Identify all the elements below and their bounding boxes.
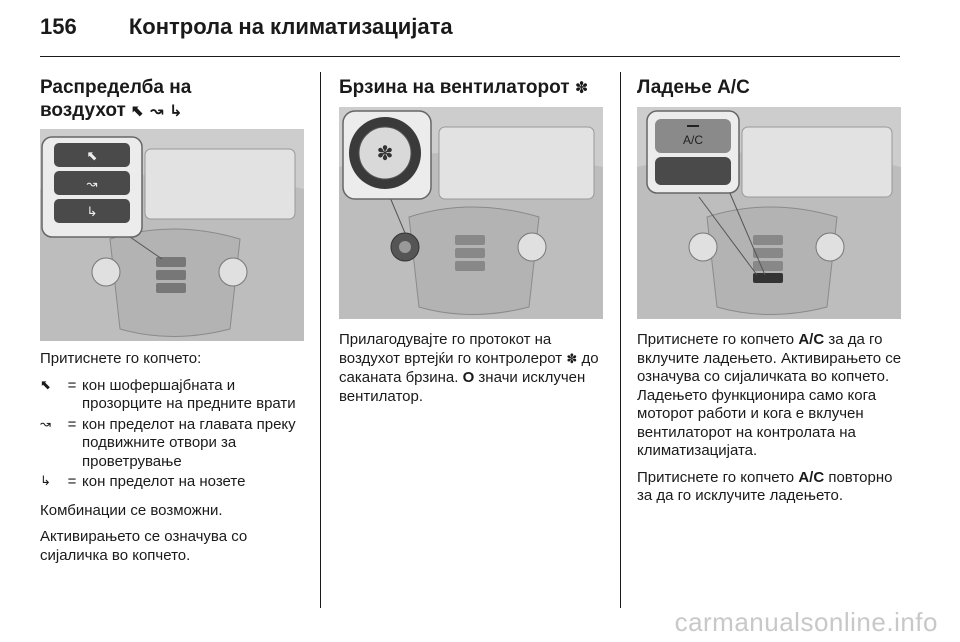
air-distribution-intro: Притиснете го копчето: <box>40 350 202 367</box>
air-distribution-icons: ⬉ ↝ ↳ <box>131 101 183 120</box>
fan-icon: ✽ <box>566 351 578 367</box>
header-rule <box>40 56 900 57</box>
fan-icon: ✽ <box>574 78 589 97</box>
column-fan-speed <box>339 76 603 406</box>
column-ac-cooling <box>637 76 903 506</box>
air-distribution-heading: Распределба на воздухот ⬉ ↝ ↳ <box>40 77 192 121</box>
combinations-text: Комбинации се возможни. <box>40 501 223 519</box>
list-item: ↳ = кон пределот на нозете <box>40 473 246 490</box>
page-number: 156 <box>40 14 77 39</box>
ac-heading: Ладење A/C <box>637 77 750 98</box>
page-title: Контрола на климатизацијата <box>128 14 453 39</box>
list-item: ⬉ = кон шофершајбната и прозорците на предните врати <box>40 376 296 412</box>
svg-text:✽: ✽ <box>376 141 394 165</box>
air-distribution-list <box>40 377 304 492</box>
svg-text:↝: ↝ <box>86 177 98 192</box>
ac-button-label: A/C <box>682 133 704 147</box>
fan-speed-heading: Брзина на вентилаторот ✽ <box>339 77 589 98</box>
footwell-icon: ↳ <box>40 474 51 489</box>
ac-photo <box>637 107 901 319</box>
air-distribution-photo <box>40 129 304 341</box>
page-header <box>40 14 453 40</box>
list-item: ↝ = кон пределот на главата преку подвижните отвори за проветрување <box>40 415 296 470</box>
column-divider-1 <box>320 72 321 608</box>
ac-text-1: Притиснете го копчето A/C за да го вклучите ладењето. Активирањето се означува со сијаличката во копчето. Ладењето функционира само кога моторот работи и кога е вклучен вентилаторот на контролата на климатизацијата. <box>637 331 902 459</box>
column-divider-2 <box>620 72 621 608</box>
head-area-icon: ↝ <box>40 416 51 432</box>
fan-speed-text: Прилагодувајте го протокот на воздухот вртејќи го контролерот ✽ до саканата брзина. O значи исклучен вентилатор. <box>339 331 599 405</box>
svg-text:⬉: ⬉ <box>86 149 98 164</box>
activation-text: Активирањето се означува со сијаличка во копчето. <box>40 528 248 564</box>
windscreen-icon: ⬉ <box>40 377 51 393</box>
column-air-distribution <box>40 76 304 565</box>
ac-text-2: Притиснете го копчето A/C повторно за да го исклучите ладењето. <box>637 468 893 504</box>
fan-speed-photo <box>339 107 603 319</box>
watermark: carmanualsonline.info <box>674 607 938 637</box>
svg-text:↳: ↳ <box>86 205 98 220</box>
